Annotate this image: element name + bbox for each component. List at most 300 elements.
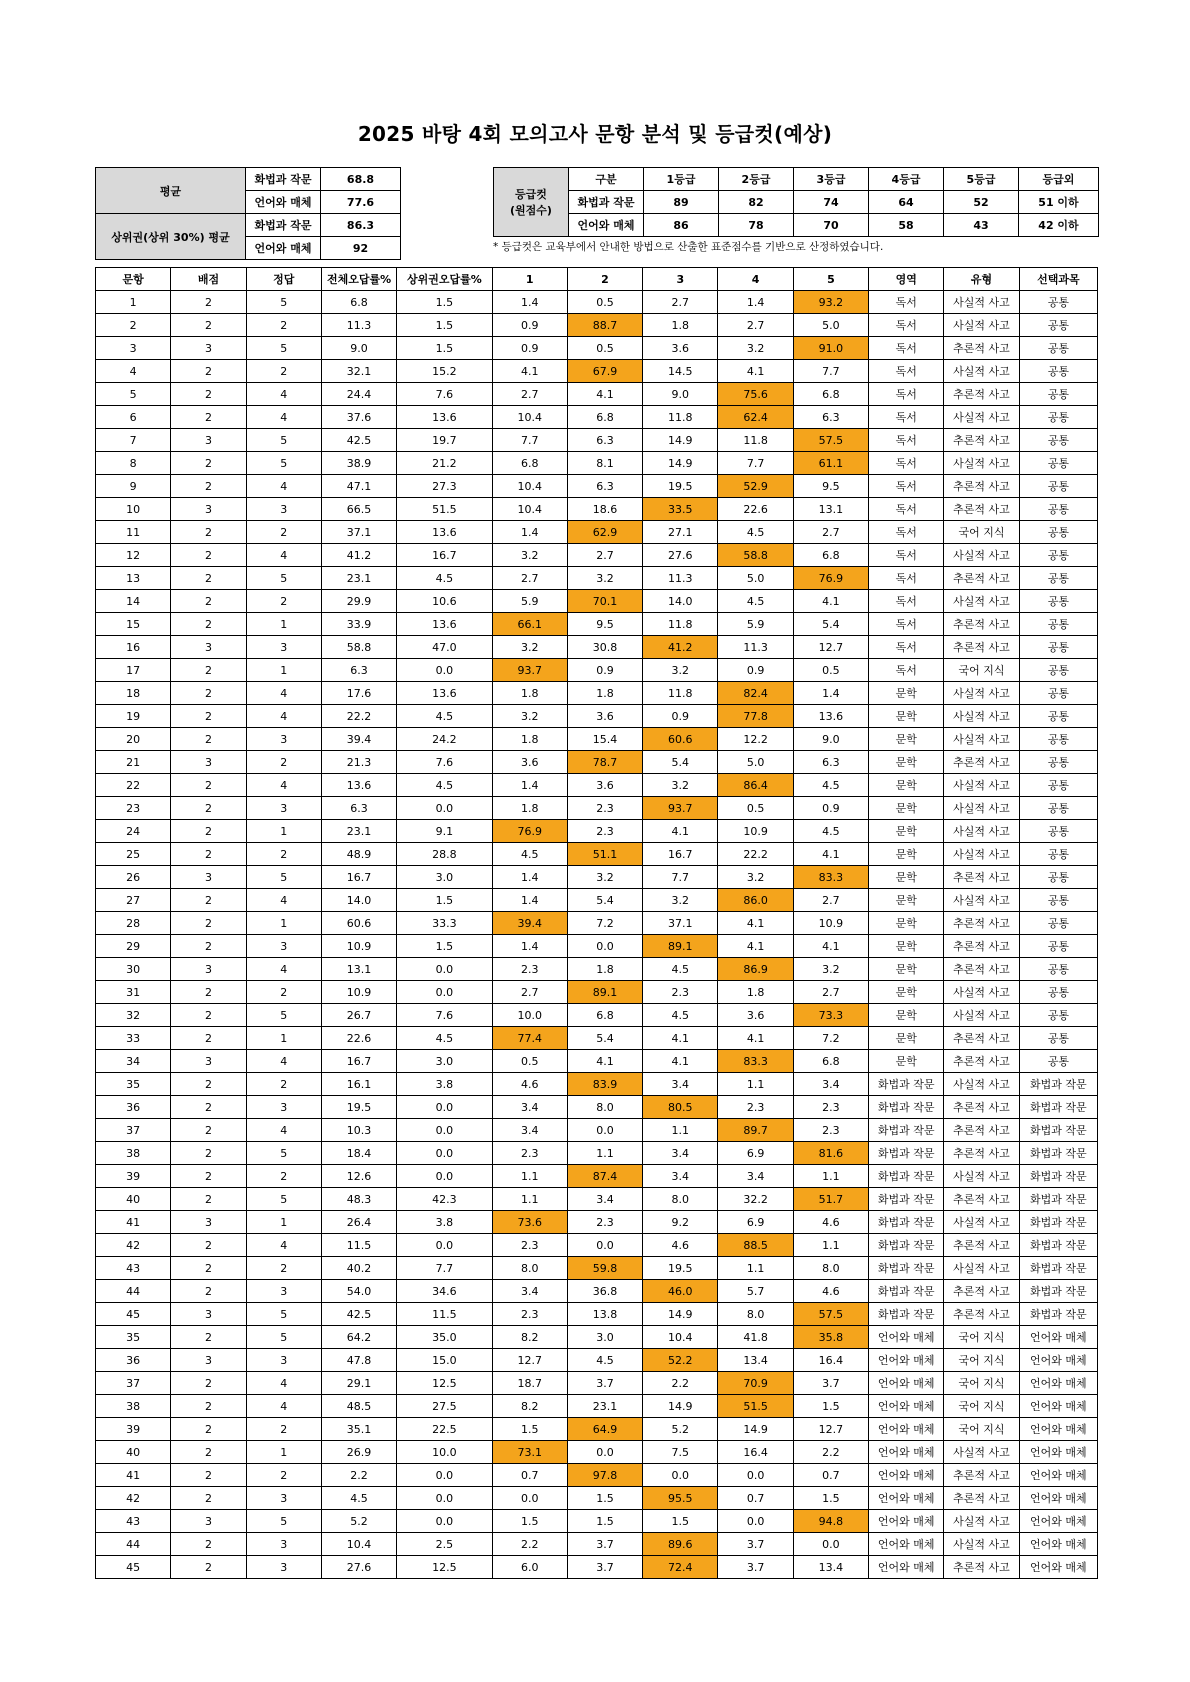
correct-answer-cell: 94.8	[793, 1510, 868, 1533]
cut-cell: 82	[719, 191, 794, 214]
table-cell: 공통	[1019, 659, 1097, 682]
table-cell: 1.4	[793, 682, 868, 705]
table-cell: 10.4	[492, 475, 567, 498]
table-cell: 공통	[1019, 682, 1097, 705]
table-cell: 2	[171, 843, 246, 866]
table-cell: 1.8	[643, 314, 718, 337]
table-row	[96, 1096, 1098, 1119]
table-cell: 7.6	[397, 383, 492, 406]
table-cell: 5.4	[567, 889, 642, 912]
table-cell: 3	[171, 429, 246, 452]
table-cell: 추론적 사고	[944, 912, 1019, 935]
table-cell: 1.1	[492, 1165, 567, 1188]
table-cell: 5.4	[643, 751, 718, 774]
table-cell: 사실적 사고	[944, 1510, 1019, 1533]
table-cell: 추론적 사고	[944, 1556, 1019, 1579]
table-cell: 사실적 사고	[944, 360, 1019, 383]
table-cell: 1.5	[492, 1510, 567, 1533]
table-cell: 6.3	[321, 659, 396, 682]
table-cell: 화법과 작문	[1019, 1142, 1097, 1165]
table-cell: 39.4	[321, 728, 396, 751]
correct-answer-cell: 57.5	[793, 429, 868, 452]
table-cell: 1.8	[492, 682, 567, 705]
table-cell: 2	[171, 774, 246, 797]
table-cell: 4.1	[643, 820, 718, 843]
table-cell: 0.0	[643, 1464, 718, 1487]
table-cell: 5	[246, 1303, 321, 1326]
table-cell: 추론적 사고	[944, 613, 1019, 636]
table-row	[96, 1050, 1098, 1073]
correct-answer-cell: 51.5	[718, 1395, 793, 1418]
table-cell: 45	[96, 1556, 171, 1579]
table-cell: 6.8	[793, 1050, 868, 1073]
table-cell: 8.0	[492, 1257, 567, 1280]
table-cell: 2	[171, 935, 246, 958]
table-cell: 4	[246, 1119, 321, 1142]
table-cell: 공통	[1019, 912, 1097, 935]
table-cell: 추론적 사고	[944, 429, 1019, 452]
table-cell: 1.1	[718, 1073, 793, 1096]
table-cell: 0.9	[643, 705, 718, 728]
table-cell: 2	[171, 820, 246, 843]
table-cell: 2	[171, 521, 246, 544]
table-cell: 4	[246, 383, 321, 406]
table-cell: 3.2	[643, 889, 718, 912]
table-cell: 27.5	[397, 1395, 492, 1418]
table-cell: 공통	[1019, 843, 1097, 866]
table-cell: 12.6	[321, 1165, 396, 1188]
table-cell: 9.0	[643, 383, 718, 406]
table-cell: 공통	[1019, 544, 1097, 567]
correct-answer-cell: 78.7	[567, 751, 642, 774]
table-cell: 언어와 매체	[869, 1395, 944, 1418]
table-cell: 47.8	[321, 1349, 396, 1372]
table-cell: 12.5	[397, 1372, 492, 1395]
table-cell: 2.5	[397, 1533, 492, 1556]
table-row	[96, 958, 1098, 981]
table-cell: 2	[171, 912, 246, 935]
table-cell: 언어와 매체	[869, 1372, 944, 1395]
correct-answer-cell: 73.3	[793, 1004, 868, 1027]
table-cell: 31	[96, 981, 171, 1004]
table-cell: 3.6	[718, 1004, 793, 1027]
table-cell: 2	[246, 981, 321, 1004]
table-cell: 29	[96, 935, 171, 958]
table-row	[96, 360, 1098, 383]
column-header: 유형	[944, 268, 1019, 291]
table-cell: 2	[96, 314, 171, 337]
table-cell: 4.6	[643, 1234, 718, 1257]
table-cell: 21.2	[397, 452, 492, 475]
table-cell: 4	[246, 1050, 321, 1073]
table-cell: 1.1	[643, 1119, 718, 1142]
table-cell: 4.1	[643, 1027, 718, 1050]
table-cell: 언어와 매체	[1019, 1349, 1097, 1372]
table-cell: 독서	[869, 406, 944, 429]
table-cell: 32.1	[321, 360, 396, 383]
table-cell: 3	[171, 498, 246, 521]
table-cell: 2	[171, 1280, 246, 1303]
table-cell: 공통	[1019, 383, 1097, 406]
table-cell: 4	[246, 475, 321, 498]
table-cell: 22.2	[321, 705, 396, 728]
top-average-value: 92	[321, 237, 401, 260]
table-cell: 공통	[1019, 958, 1097, 981]
table-cell: 화법과 작문	[869, 1257, 944, 1280]
table-cell: 24	[96, 820, 171, 843]
table-cell: 8.2	[492, 1326, 567, 1349]
table-cell: 5.4	[567, 1027, 642, 1050]
table-cell: 11.8	[643, 682, 718, 705]
column-header: 1	[492, 268, 567, 291]
table-cell: 화법과 작문	[1019, 1234, 1097, 1257]
table-cell: 1.5	[793, 1395, 868, 1418]
table-cell: 1.8	[492, 728, 567, 751]
table-cell: 3.7	[718, 1556, 793, 1579]
table-cell: 사실적 사고	[944, 452, 1019, 475]
table-cell: 화법과 작문	[869, 1211, 944, 1234]
table-row	[96, 797, 1098, 820]
table-cell: 3.6	[567, 774, 642, 797]
table-cell: 4.5	[321, 1487, 396, 1510]
correct-answer-cell: 88.7	[567, 314, 642, 337]
table-cell: 4.5	[793, 820, 868, 843]
table-cell: 3.4	[718, 1165, 793, 1188]
table-cell: 13	[96, 567, 171, 590]
cut-cell: 43	[944, 214, 1019, 237]
table-cell: 2	[246, 1418, 321, 1441]
table-cell: 공통	[1019, 1027, 1097, 1050]
table-cell: 0.9	[718, 659, 793, 682]
table-cell: 28	[96, 912, 171, 935]
table-cell: 66.5	[321, 498, 396, 521]
table-row	[96, 1533, 1098, 1556]
table-cell: 추론적 사고	[944, 567, 1019, 590]
table-cell: 3.2	[492, 705, 567, 728]
correct-answer-cell: 73.6	[492, 1211, 567, 1234]
correct-answer-cell: 75.6	[718, 383, 793, 406]
table-cell: 16.7	[397, 544, 492, 567]
table-cell: 화법과 작문	[869, 1188, 944, 1211]
table-cell: 11	[96, 521, 171, 544]
table-cell: 독서	[869, 659, 944, 682]
table-cell: 1.5	[397, 935, 492, 958]
table-cell: 0.0	[397, 1119, 492, 1142]
table-cell: 0.0	[397, 797, 492, 820]
table-cell: 0.0	[397, 958, 492, 981]
table-cell: 3.4	[492, 1096, 567, 1119]
table-cell: 10.4	[643, 1326, 718, 1349]
table-row	[96, 1395, 1098, 1418]
table-cell: 3	[246, 1487, 321, 1510]
table-cell: 13.8	[567, 1303, 642, 1326]
table-cell: 3	[246, 1349, 321, 1372]
table-cell: 0.0	[397, 1234, 492, 1257]
table-cell: 0.0	[397, 1487, 492, 1510]
table-row	[96, 475, 1098, 498]
table-cell: 공통	[1019, 314, 1097, 337]
table-cell: 37.1	[643, 912, 718, 935]
table-cell: 0.0	[567, 935, 642, 958]
table-row	[96, 429, 1098, 452]
table-cell: 39	[96, 1418, 171, 1441]
table-cell: 독서	[869, 314, 944, 337]
table-cell: 30	[96, 958, 171, 981]
table-cell: 5.9	[492, 590, 567, 613]
table-cell: 1	[96, 291, 171, 314]
table-cell: 추론적 사고	[944, 337, 1019, 360]
table-cell: 공통	[1019, 751, 1097, 774]
table-cell: 추론적 사고	[944, 1303, 1019, 1326]
table-cell: 1	[246, 1027, 321, 1050]
table-cell: 문학	[869, 1050, 944, 1073]
table-cell: 문학	[869, 866, 944, 889]
table-cell: 3.2	[793, 958, 868, 981]
table-cell: 3.2	[643, 659, 718, 682]
column-header: 4	[718, 268, 793, 291]
table-cell: 14.0	[643, 590, 718, 613]
table-cell: 3	[171, 751, 246, 774]
table-row	[96, 1004, 1098, 1027]
cut-header: 5등급	[944, 168, 1019, 191]
table-cell: 10	[96, 498, 171, 521]
table-cell: 사실적 사고	[944, 406, 1019, 429]
table-cell: 9.5	[567, 613, 642, 636]
cut-cell: 52	[944, 191, 1019, 214]
table-cell: 공통	[1019, 935, 1097, 958]
correct-answer-cell: 95.5	[643, 1487, 718, 1510]
table-cell: 2	[246, 1073, 321, 1096]
correct-answer-cell: 58.8	[718, 544, 793, 567]
table-cell: 언어와 매체	[1019, 1418, 1097, 1441]
table-cell: 6.8	[793, 383, 868, 406]
table-cell: 1.1	[567, 1142, 642, 1165]
average-subject: 화법과 작문	[246, 168, 321, 191]
table-cell: 3.4	[492, 1119, 567, 1142]
table-cell: 13.6	[397, 521, 492, 544]
table-row	[96, 1073, 1098, 1096]
table-cell: 공통	[1019, 406, 1097, 429]
table-cell: 11.8	[643, 613, 718, 636]
table-cell: 2	[171, 360, 246, 383]
table-cell: 23.1	[321, 567, 396, 590]
table-cell: 사실적 사고	[944, 1441, 1019, 1464]
table-row	[96, 544, 1098, 567]
table-cell: 2	[171, 981, 246, 1004]
table-row	[96, 1119, 1098, 1142]
cut-cell: 74	[794, 191, 869, 214]
table-cell: 문학	[869, 958, 944, 981]
table-cell: 14.9	[643, 452, 718, 475]
table-cell: 32.2	[718, 1188, 793, 1211]
table-cell: 3.7	[567, 1533, 642, 1556]
table-cell: 3.7	[567, 1372, 642, 1395]
top-average-subject: 언어와 매체	[246, 237, 321, 260]
table-cell: 8.0	[643, 1188, 718, 1211]
table-cell: 추론적 사고	[944, 1487, 1019, 1510]
table-cell: 언어와 매체	[1019, 1372, 1097, 1395]
table-row	[96, 1234, 1098, 1257]
table-cell: 10.0	[492, 1004, 567, 1027]
table-cell: 1.4	[492, 521, 567, 544]
table-cell: 4	[246, 1395, 321, 1418]
table-cell: 3.2	[567, 567, 642, 590]
table-cell: 독서	[869, 475, 944, 498]
table-row	[96, 889, 1098, 912]
table-cell: 추론적 사고	[944, 1464, 1019, 1487]
table-cell: 문학	[869, 889, 944, 912]
table-cell: 3	[246, 636, 321, 659]
table-cell: 17	[96, 659, 171, 682]
table-cell: 0.0	[567, 1234, 642, 1257]
grade-cut-label	[494, 168, 569, 237]
table-cell: 언어와 매체	[869, 1326, 944, 1349]
table-cell: 16.1	[321, 1073, 396, 1096]
table-cell: 공통	[1019, 613, 1097, 636]
table-cell: 4.5	[397, 705, 492, 728]
table-cell: 문학	[869, 843, 944, 866]
table-cell: 국어 지식	[944, 659, 1019, 682]
table-cell: 2	[171, 1372, 246, 1395]
correct-answer-cell: 41.2	[643, 636, 718, 659]
column-header: 5	[793, 268, 868, 291]
table-cell: 19.5	[643, 1257, 718, 1280]
table-cell: 2.7	[643, 291, 718, 314]
table-cell: 0.0	[492, 1487, 567, 1510]
table-cell: 2	[171, 613, 246, 636]
table-cell: 2	[171, 1395, 246, 1418]
table-cell: 문학	[869, 728, 944, 751]
table-cell: 2	[171, 291, 246, 314]
table-cell: 2	[171, 314, 246, 337]
table-cell: 사실적 사고	[944, 728, 1019, 751]
table-cell: 2.7	[492, 567, 567, 590]
table-cell: 37	[96, 1119, 171, 1142]
table-row	[96, 1211, 1098, 1234]
cut-header: 3등급	[794, 168, 869, 191]
table-cell: 1.5	[793, 1487, 868, 1510]
table-cell: 10.3	[321, 1119, 396, 1142]
table-cell: 47.0	[397, 636, 492, 659]
table-row	[96, 705, 1098, 728]
correct-answer-cell: 70.9	[718, 1372, 793, 1395]
correct-answer-cell: 86.4	[718, 774, 793, 797]
table-cell: 추론적 사고	[944, 498, 1019, 521]
table-cell: 2	[171, 1096, 246, 1119]
correct-answer-cell: 77.8	[718, 705, 793, 728]
table-cell: 10.9	[321, 935, 396, 958]
correct-answer-cell: 88.5	[718, 1234, 793, 1257]
cut-cell: 64	[869, 191, 944, 214]
table-cell: 0.0	[718, 1464, 793, 1487]
table-cell: 사실적 사고	[944, 682, 1019, 705]
grade-cut-note: * 등급컷은 교육부에서 안내한 방법으로 산출한 표준점수를 기반으로 산정하였습니다.	[493, 241, 884, 253]
table-cell: 12.7	[492, 1349, 567, 1372]
table-cell: 2	[246, 521, 321, 544]
table-cell: 11.3	[321, 314, 396, 337]
table-cell: 문학	[869, 981, 944, 1004]
table-cell: 4	[246, 544, 321, 567]
table-cell: 문학	[869, 682, 944, 705]
table-cell: 41	[96, 1464, 171, 1487]
table-cell: 18.7	[492, 1372, 567, 1395]
table-cell: 12.2	[718, 728, 793, 751]
table-cell: 3.4	[567, 1188, 642, 1211]
table-cell: 26.9	[321, 1441, 396, 1464]
table-cell: 0.7	[793, 1464, 868, 1487]
table-cell: 2	[171, 1234, 246, 1257]
correct-answer-cell: 73.1	[492, 1441, 567, 1464]
table-cell: 공통	[1019, 498, 1097, 521]
correct-answer-cell: 51.1	[567, 843, 642, 866]
table-cell: 58.8	[321, 636, 396, 659]
table-cell: 2.2	[492, 1533, 567, 1556]
table-cell: 화법과 작문	[869, 1142, 944, 1165]
grade-cut-table	[493, 167, 1099, 237]
column-header: 3	[643, 268, 718, 291]
cut-cell: 58	[869, 214, 944, 237]
table-cell: 국어 지식	[944, 1395, 1019, 1418]
table-cell: 언어와 매체	[869, 1464, 944, 1487]
table-cell: 9.0	[321, 337, 396, 360]
table-row	[96, 935, 1098, 958]
table-cell: 3	[246, 498, 321, 521]
table-cell: 화법과 작문	[1019, 1073, 1097, 1096]
table-cell: 21	[96, 751, 171, 774]
table-cell: 12	[96, 544, 171, 567]
table-cell: 3	[171, 958, 246, 981]
table-cell: 공통	[1019, 1050, 1097, 1073]
table-cell: 13.6	[397, 406, 492, 429]
table-cell: 3.8	[397, 1073, 492, 1096]
table-cell: 공통	[1019, 291, 1097, 314]
table-cell: 10.4	[321, 1533, 396, 1556]
table-cell: 42	[96, 1234, 171, 1257]
table-cell: 27	[96, 889, 171, 912]
table-cell: 7	[96, 429, 171, 452]
table-cell: 6.8	[492, 452, 567, 475]
table-row	[96, 912, 1098, 935]
table-cell: 9	[96, 475, 171, 498]
table-cell: 7.7	[492, 429, 567, 452]
table-cell: 2.3	[567, 797, 642, 820]
table-cell: 1.1	[492, 1188, 567, 1211]
table-cell: 22.2	[718, 843, 793, 866]
table-cell: 1.4	[718, 291, 793, 314]
table-cell: 11.3	[643, 567, 718, 590]
table-cell: 27.3	[397, 475, 492, 498]
table-row	[96, 1349, 1098, 1372]
table-cell: 13.1	[793, 498, 868, 521]
table-row	[96, 1027, 1098, 1050]
table-cell: 추론적 사고	[944, 1050, 1019, 1073]
top-average-value: 86.3	[321, 214, 401, 237]
table-cell: 언어와 매체	[869, 1556, 944, 1579]
table-cell: 16.7	[321, 866, 396, 889]
table-cell: 2	[171, 1004, 246, 1027]
table-cell: 2	[171, 1073, 246, 1096]
table-cell: 6.3	[321, 797, 396, 820]
table-cell: 5	[246, 291, 321, 314]
cut-cell: 언어와 매체	[569, 214, 644, 237]
table-cell: 언어와 매체	[1019, 1395, 1097, 1418]
table-row	[96, 521, 1098, 544]
table-cell: 공통	[1019, 728, 1097, 751]
correct-answer-cell: 60.6	[643, 728, 718, 751]
average-subject: 언어와 매체	[246, 191, 321, 214]
cut-cell: 70	[794, 214, 869, 237]
table-cell: 4.5	[793, 774, 868, 797]
